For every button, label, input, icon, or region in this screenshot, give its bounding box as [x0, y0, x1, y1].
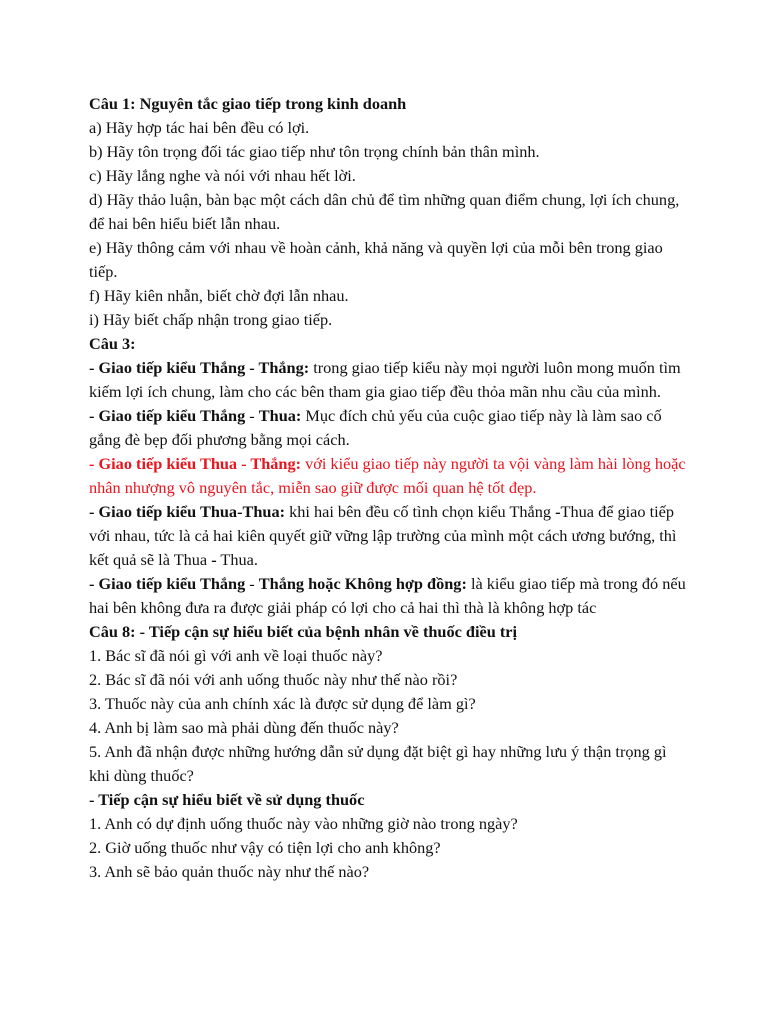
q3-item-no-deal-label-1: - Giao tiếp kiểu Thắng [89, 574, 246, 593]
q8-item-4: 4. Anh bị làm sao mà phải dùng đến thuốc này? [89, 718, 399, 737]
q1-item-d: d) Hãy thảo luận, bàn bạc một cách dân chủ để tìm những quan điểm chung, lợi ích chung, để hai bên hiểu biết lẫn nhau. [89, 190, 680, 233]
q8-sub-item-3: 3. Anh sẽ bảo quản thuốc này như thế nào? [89, 862, 370, 881]
q3-item-lose-lose-dash-2: - [211, 550, 217, 569]
q3-item-lose-win-label: - Giao tiếp kiểu Thua - Thắng: [89, 454, 302, 473]
q3-item-win-win-label: - Giao tiếp kiểu Thắng - Thắng: [89, 358, 310, 377]
q1-item-i: i) Hãy biết chấp nhận trong giao tiếp. [89, 310, 333, 329]
q1-item-a: a) Hãy hợp tác hai bên đều có lợi. [89, 118, 310, 137]
q3-heading: Câu 3: [89, 334, 136, 353]
q3-item-win-win-or-no-deal [89, 572, 689, 620]
q3-item-no-deal-text: là kiểu giao tiếp mà trong đó nếu hai bên không đưa ra được giải pháp có lợi cho cả hai thì thà là không hợp tác [89, 574, 686, 617]
q1-heading: Câu 1: Nguyên tắc giao tiếp trong kinh doanh [89, 94, 407, 113]
q8-item-3: 3. Thuốc này của anh chính xác là được sử dụng để làm gì? [89, 694, 476, 713]
q3-item-lose-lose-label: - Giao tiếp kiểu Thua-Thua: [89, 502, 286, 521]
q8-sub-item-2: 2. Giờ uống thuốc như vậy có tiện lợi cho anh không? [89, 838, 441, 857]
document-content [89, 92, 689, 884]
q1-item-e: e) Hãy thông cảm với nhau về hoàn cảnh, khả năng và quyền lợi của mỗi bên trong giao tiếp. [89, 238, 663, 281]
q8-item-2: 2. Bác sĩ đã nói với anh uống thuốc này như thế nào rồi? [89, 670, 458, 689]
q3-item-lose-lose-text-2: Thua để giao tiếp với nhau, tức là cả hai kiên quyết giữ vững lập trường của mình một cách ương bướng, thì kết quả sẽ là Thua [89, 502, 677, 569]
q3-item-lose-lose-text-3: Thua. [216, 550, 258, 569]
q1-item-c: c) Hãy lắng nghe và nói với nhau hết lời. [89, 166, 356, 185]
q8-heading: Câu 8: - Tiếp cận sự hiểu biết của bệnh nhân về thuốc điều trị [89, 622, 518, 641]
q3-item-no-deal-label-2: Thắng hoặc Không hợp đồng: [258, 574, 467, 593]
q3-item-win-lose-label-1: - Giao tiếp kiểu Thắng [89, 406, 246, 425]
q8-item-5: 5. Anh đã nhận được những hướng dẫn sử dụng đặt biệt gì hay những lưu ý thận trọng gì khi dùng thuốc? [89, 742, 667, 785]
q1-item-b: b) Hãy tôn trọng đối tác giao tiếp như tôn trọng chính bản thân mình. [89, 142, 540, 161]
q8-sub-item-1: 1. Anh có dự định uống thuốc này vào những giờ nào trong ngày? [89, 814, 518, 833]
q1-item-f: f) Hãy kiên nhẫn, biết chờ đợi lẫn nhau. [89, 286, 349, 305]
q3-item-win-lose-dash: - [245, 406, 259, 425]
q3-item-lose-lose-text-1: khi hai bên đều cố tình chọn kiểu Thắng [285, 502, 556, 521]
q3-item-lose-lose-dash-1: - [555, 502, 561, 521]
q3-item-no-deal-dash: - [245, 574, 259, 593]
q3-item-win-lose-label-2: Thua: [258, 406, 302, 425]
q8-item-1: 1. Bác sĩ đã nói gì với anh về loại thuốc này? [89, 646, 383, 665]
q3-item-lose-win [89, 452, 689, 500]
q3-item-lose-lose [89, 500, 689, 572]
q3-item-win-win [89, 356, 689, 404]
q3-item-win-lose-text: Mục đích chủ yếu của cuộc giao tiếp này là làm sao cố gắng đè bẹp đối phương bằng mọi cách. [89, 406, 662, 449]
q3-item-win-lose [89, 404, 689, 452]
q3-item-lose-win-text: với kiểu giao tiếp này người ta vội vàng làm hài lòng hoặc nhân nhượng vô nguyên tắc, miễn sao giữ được mối quan hệ tốt đẹp. [89, 454, 686, 497]
q3-item-win-win-text: trong giao tiếp kiểu này mọi người luôn mong muốn tìm kiếm lợi ích chung, làm cho các bên tham gia giao tiếp đều thỏa mãn nhu cầu của mình. [89, 358, 681, 401]
q8-subheading: - Tiếp cận sự hiểu biết về sử dụng thuốc [89, 790, 365, 809]
